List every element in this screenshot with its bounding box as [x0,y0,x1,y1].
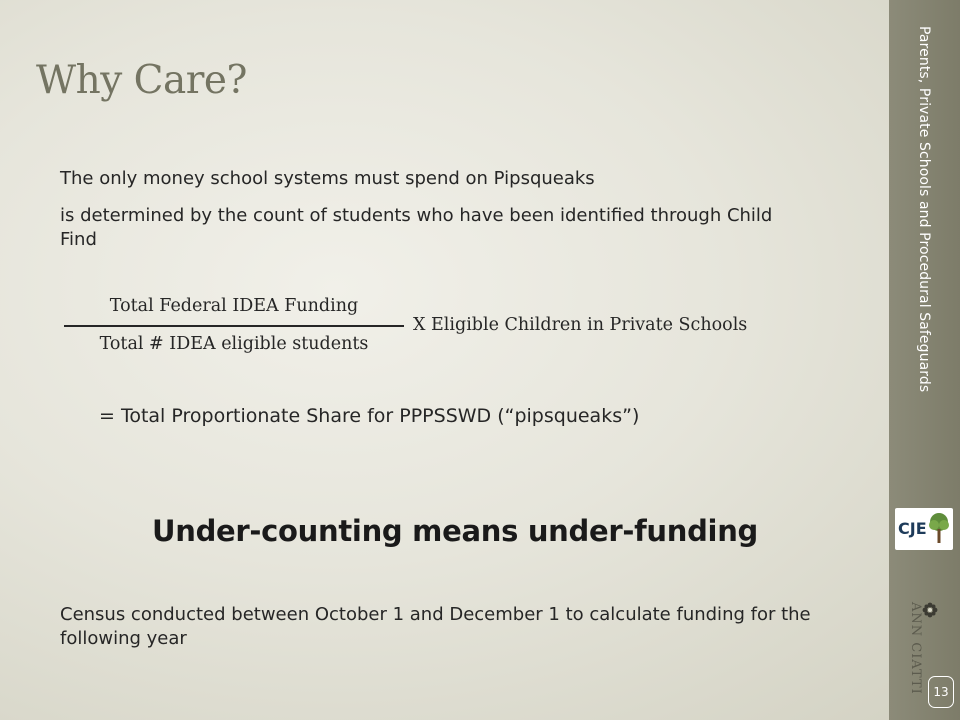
formula-result: = Total Proportionate Share for PPPSSWD (“pipsqueaks”) [99,405,640,427]
ann-logo-text: ANN CIATTI [908,602,923,695]
cje-logo [895,508,953,550]
formula-multiplier: X Eligible Children in Private Schools [413,315,748,335]
emphasis-heading: Under-counting means under-funding [152,514,758,548]
formula-denominator: Total # IDEA eligible students [99,334,369,354]
cje-logo-text: CJE [898,519,927,538]
body-paragraph-2: is determined by the count of students who have been identified through Child Find [60,205,773,250]
page-number: 13 [928,676,954,708]
tree-icon [927,511,951,547]
formula-numerator: Total Federal IDEA Funding [109,296,359,316]
slide-title: Why Care? [36,58,247,103]
footer-text: Parents, Private Schools and Procedural Safeguards [916,26,932,393]
census-note: Census conducted between October 1 and December 1 to calculate funding for the following year [60,604,811,649]
fraction-bar [64,325,404,327]
body-paragraph-1: The only money school systems must spend on Pipsqueaks [60,168,595,189]
flower-icon [922,602,938,618]
